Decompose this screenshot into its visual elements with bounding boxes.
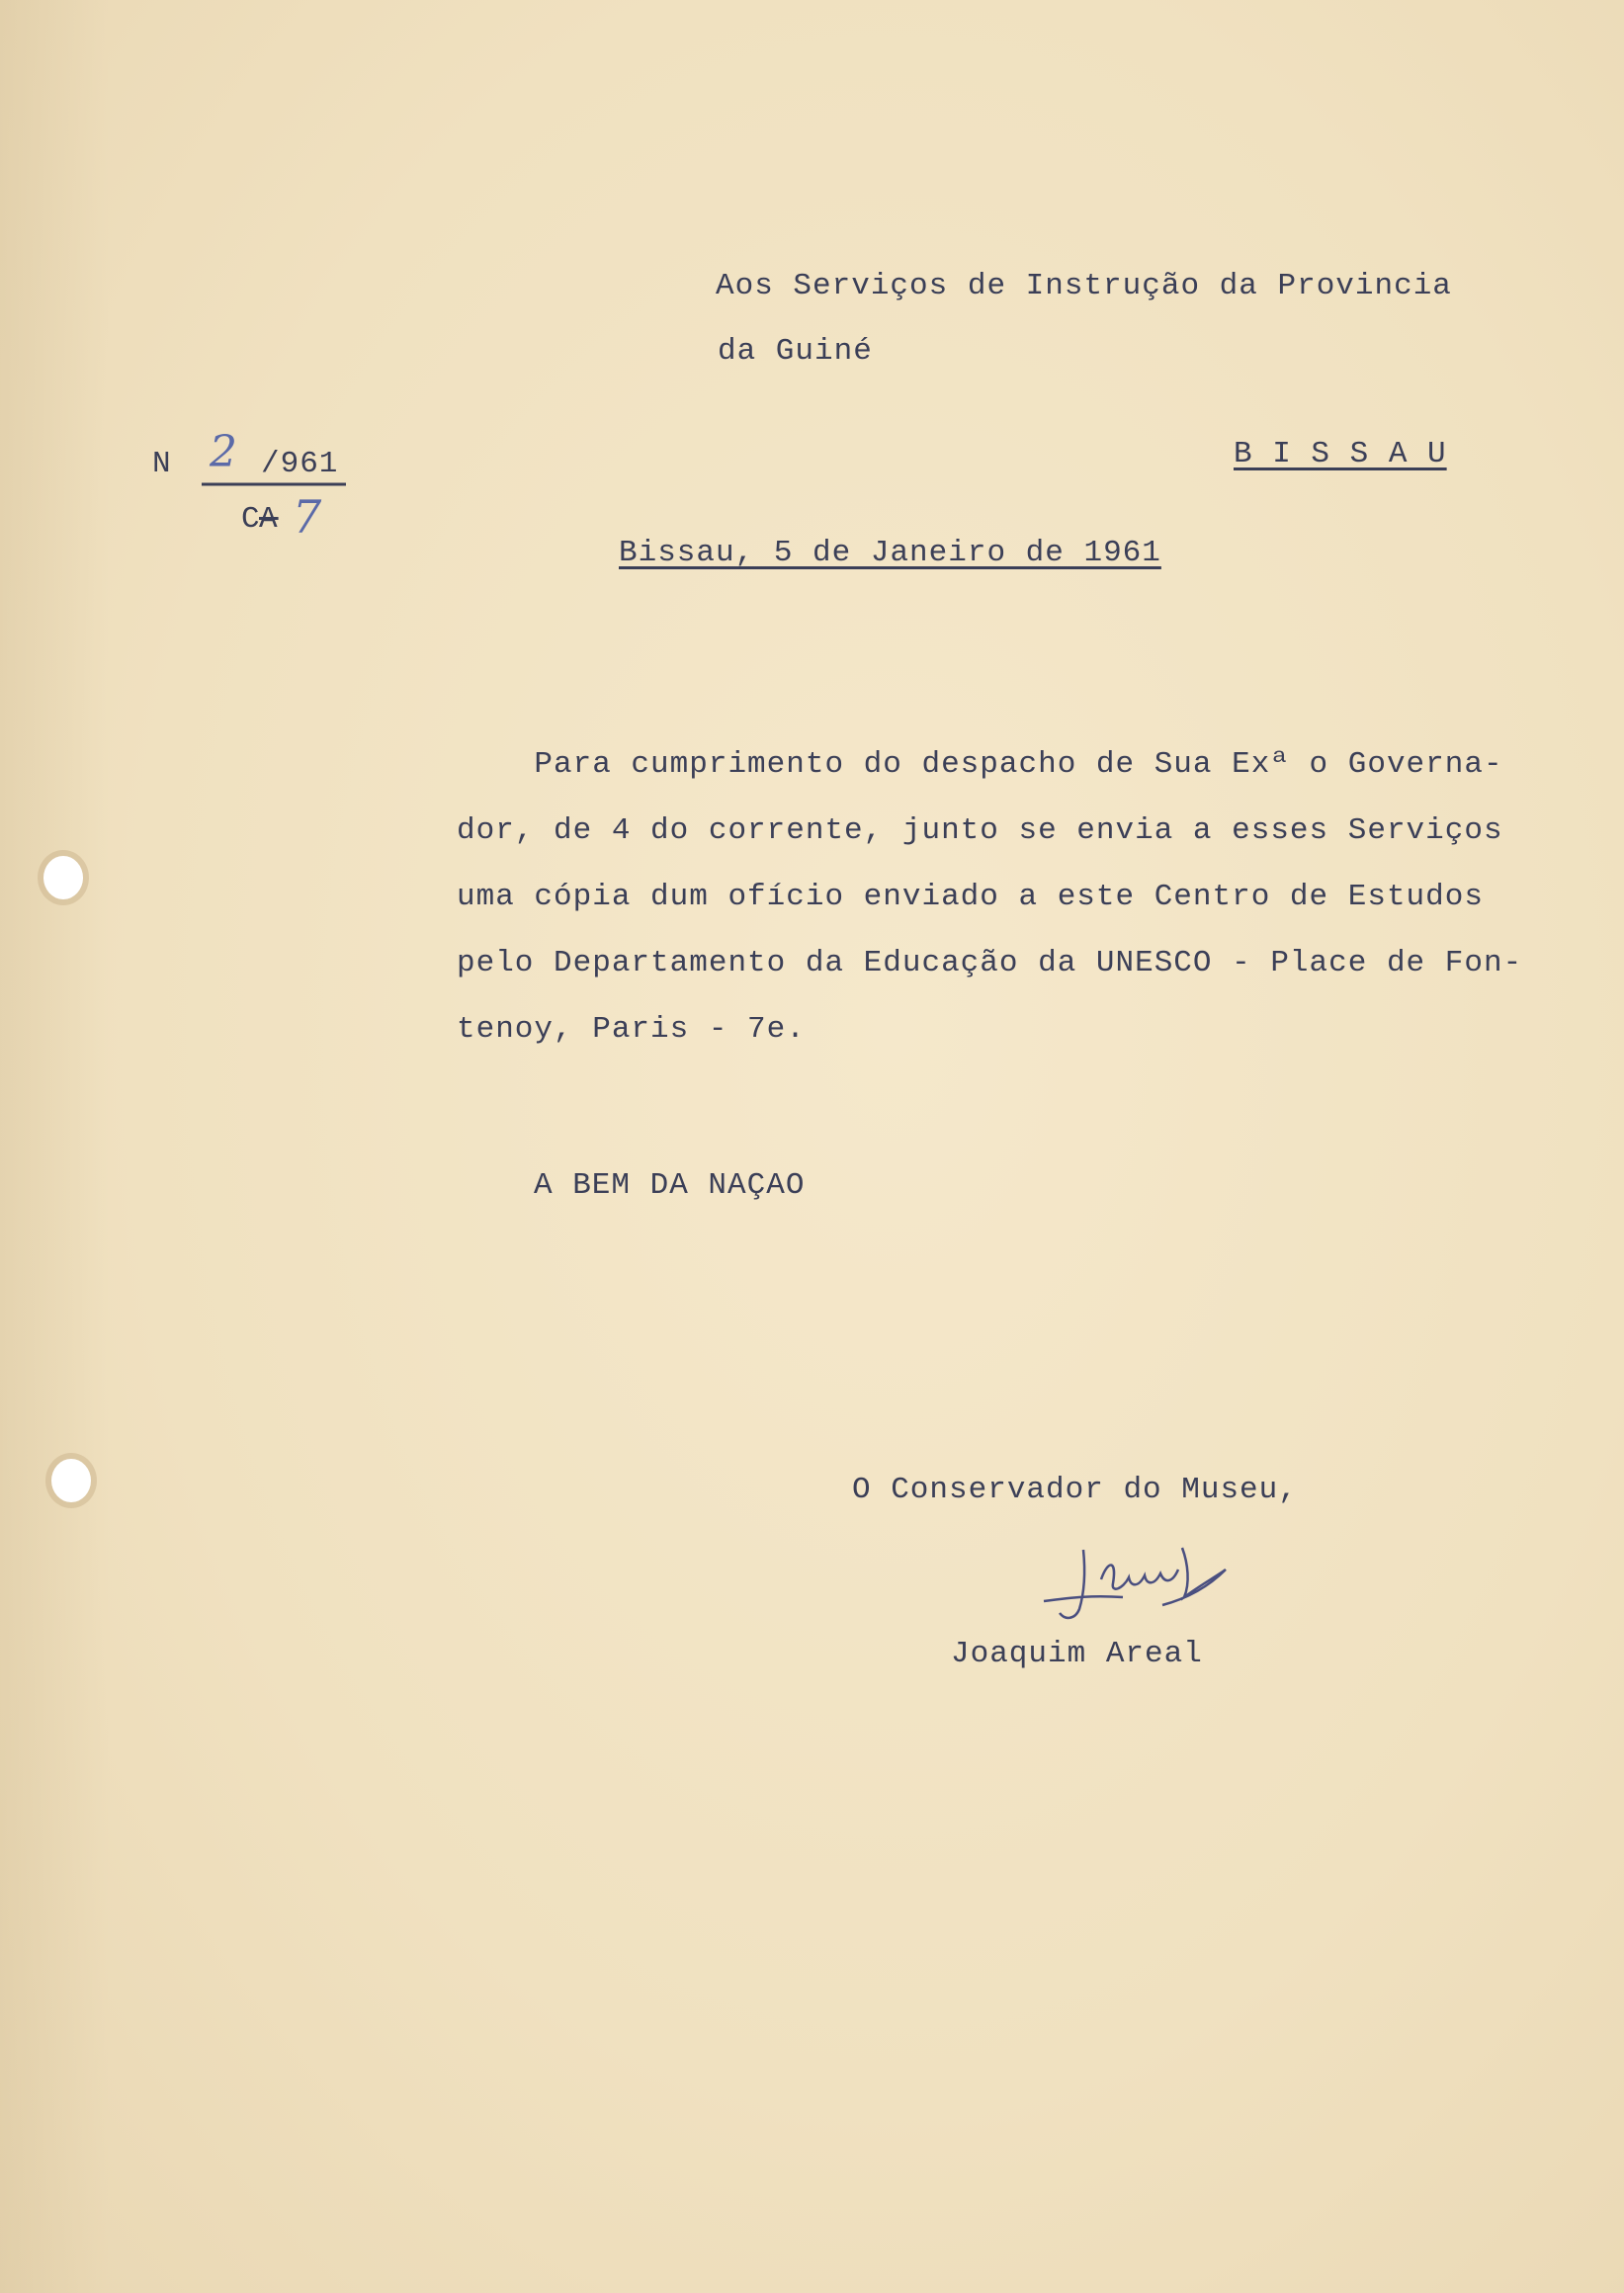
body-line: tenoy, Paris - 7e.: [457, 1012, 806, 1047]
box-handwritten-number: 7: [293, 490, 322, 544]
closing-salutation: A BEM DA NAÇAO: [534, 1168, 806, 1203]
body-line: Para cumprimento do despacho de Sua Exª o Governa-: [457, 747, 1503, 782]
box-typed-letter: C: [241, 502, 261, 537]
reference-year: /961: [261, 447, 339, 481]
body-line: pelo Departamento da Educação da UNESCO - Place de Fon-: [457, 946, 1523, 980]
reference-underline: [202, 480, 350, 490]
paper-edge-shading: [0, 0, 109, 2293]
body-line: dor, de 4 do corrente, junto se envia a esses Serviços: [457, 813, 1503, 848]
addressee-line-1: Aos Serviços de Instrução da Provincia: [716, 269, 1452, 303]
box-struck-letter: A: [259, 502, 279, 537]
reference-prefix: N: [152, 447, 172, 481]
body-line: uma cópia dum ofício enviado a este Centro de Estudos: [457, 880, 1484, 914]
addressee-line-2: da Guiné: [718, 334, 873, 369]
body-paragraph: [457, 731, 1583, 1062]
punch-hole-top: [43, 856, 83, 899]
addressee-city: B I S S A U: [1234, 437, 1447, 471]
reference-handwritten-number: 2: [210, 427, 237, 477]
signatory-title: O Conservador do Museu,: [852, 1473, 1298, 1507]
date-line: Bissau, 5 de Janeiro de 1961: [619, 536, 1161, 570]
signatory-name: Joaquim Areal: [951, 1637, 1203, 1671]
handwritten-signature: [1014, 1540, 1261, 1629]
punch-hole-bottom: [51, 1459, 91, 1502]
